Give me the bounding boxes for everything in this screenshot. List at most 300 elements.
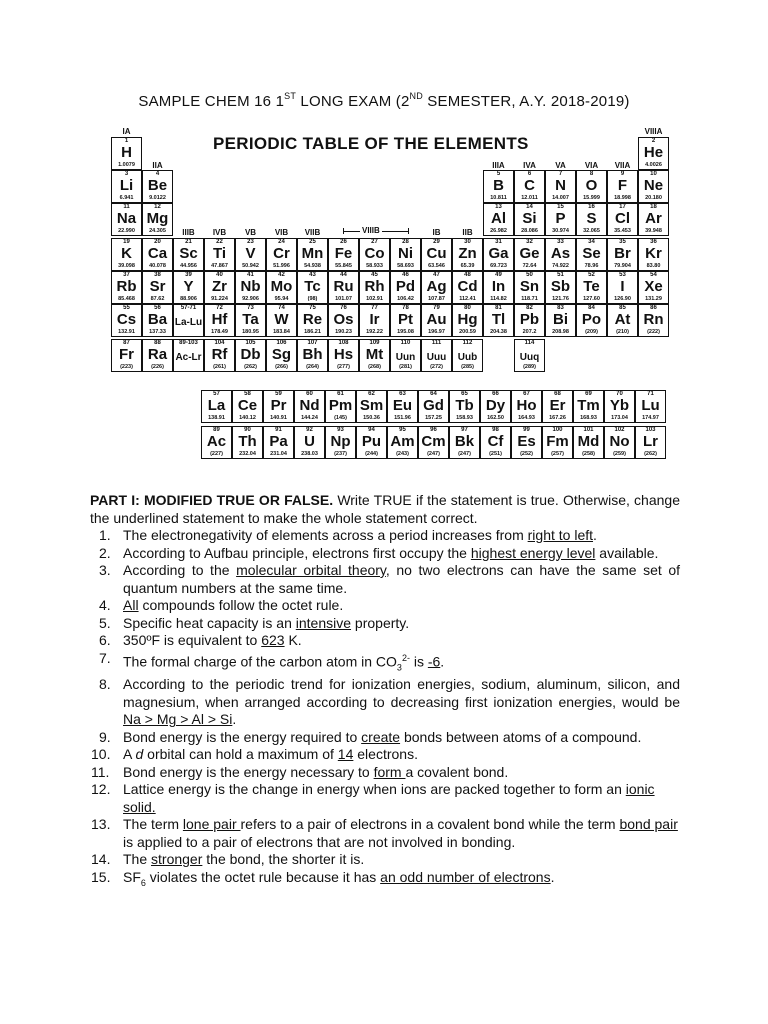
group-label: IIIA <box>492 161 505 170</box>
question-list <box>90 527 680 892</box>
atomic-number: 14 <box>526 204 533 210</box>
atomic-number: 82 <box>526 305 533 311</box>
element-cell <box>263 390 294 423</box>
element-cell <box>173 238 204 271</box>
element-symbol: Ne <box>643 177 664 194</box>
element-symbol: Pa <box>269 433 288 450</box>
question-text: . <box>232 711 237 728</box>
element-symbol: P <box>555 210 566 227</box>
atomic-mass: 85.468 <box>118 296 135 302</box>
element-cell <box>359 339 390 372</box>
element-symbol: Sc <box>179 245 198 262</box>
element-symbol: K <box>121 245 132 262</box>
underlined-phrase: All <box>123 597 139 613</box>
element-cell <box>514 339 545 372</box>
element-cell <box>449 390 480 423</box>
element-symbol: Uun <box>395 352 416 363</box>
element-cell <box>452 238 483 271</box>
element-cell <box>514 170 545 203</box>
group-label: VIIB <box>304 228 321 237</box>
element-cell <box>297 339 328 372</box>
atomic-mass: 162.50 <box>487 415 504 421</box>
underlined-phrase: an odd number of electrons <box>380 868 551 885</box>
element-symbol: Mt <box>365 346 384 363</box>
atomic-mass: (237) <box>334 451 347 457</box>
atomic-mass: 107.87 <box>428 296 445 302</box>
atomic-number: 71 <box>647 391 654 397</box>
atomic-number: 46 <box>402 272 409 278</box>
element-symbol: Bk <box>454 433 475 450</box>
atomic-mass: 174.97 <box>642 415 659 421</box>
element-symbol: Hf <box>211 311 228 328</box>
element-symbol: Os <box>333 311 354 328</box>
atomic-number: 99 <box>523 427 530 433</box>
atomic-mass: 12.011 <box>521 195 538 201</box>
atomic-number: 90 <box>244 427 251 433</box>
element-symbol: N <box>555 177 566 194</box>
element-symbol: Ar <box>645 210 662 227</box>
element-cell <box>390 304 421 337</box>
element-symbol: Yb <box>609 397 630 414</box>
element-cell <box>483 271 514 304</box>
atomic-mass: 24.305 <box>149 228 166 234</box>
element-cell <box>638 170 669 203</box>
element-symbol: Dy <box>485 397 506 414</box>
element-symbol: Rb <box>116 278 137 295</box>
question-text: electrons. <box>353 746 418 763</box>
atomic-number: 75 <box>309 305 316 311</box>
element-cell <box>607 203 638 236</box>
atomic-mass: 140.91 <box>270 415 287 421</box>
atomic-mass: 126.90 <box>614 296 631 302</box>
atomic-number: 15 <box>557 204 564 210</box>
element-symbol: No <box>609 433 630 450</box>
atomic-number: 24 <box>278 239 285 245</box>
element-cell <box>142 170 173 203</box>
atomic-number: 19 <box>123 239 130 245</box>
question-text: The electronegativity of elements across a period increases from <box>123 527 528 543</box>
underlined-phrase: -6 <box>427 653 441 670</box>
element-symbol: Au <box>426 311 447 328</box>
atomic-mass: 28.086 <box>521 228 538 234</box>
atomic-mass: 131.29 <box>645 296 662 302</box>
element-cell <box>635 426 666 459</box>
element-cell <box>173 339 204 372</box>
atomic-mass: (285) <box>461 364 474 370</box>
atomic-mass: 95.94 <box>274 296 289 302</box>
element-symbol: Pb <box>519 311 540 328</box>
element-symbol: Uuq <box>519 352 540 363</box>
underlined-phrase: highest energy level <box>470 544 596 561</box>
element-symbol: U <box>304 433 315 450</box>
atomic-mass: (223) <box>120 364 133 370</box>
element-symbol: Ru <box>333 278 354 295</box>
question-item <box>90 869 680 892</box>
atomic-number: 23 <box>247 239 254 245</box>
question-text: According to the <box>123 562 237 578</box>
question-text: is <box>409 653 428 670</box>
element-cell <box>294 390 325 423</box>
question-text: the bond, the shorter it is. <box>202 851 365 868</box>
element-cell <box>638 271 669 304</box>
question-text: 6 <box>140 877 146 888</box>
atomic-mass: (268) <box>368 364 381 370</box>
atomic-mass: 47.867 <box>211 263 228 269</box>
question-text: Specific heat capacity is an <box>123 614 296 631</box>
atomic-mass: 167.26 <box>549 415 566 421</box>
atomic-number: 39 <box>185 272 192 278</box>
element-symbol: Fr <box>119 346 134 363</box>
question-number: 4. <box>99 597 111 613</box>
atomic-number: 42 <box>278 272 285 278</box>
question-number: 10. <box>91 746 111 763</box>
atomic-mass: 26.982 <box>490 228 507 234</box>
element-cell <box>514 238 545 271</box>
atomic-number: 59 <box>275 391 282 397</box>
question-item <box>90 545 680 563</box>
atomic-mass: 22.990 <box>118 228 135 234</box>
element-symbol: Pu <box>361 433 382 450</box>
question-text: Lattice energy is the change in energy when ions are packed together to form an <box>123 781 626 798</box>
atomic-number: 26 <box>340 239 347 245</box>
atomic-mass: 208.98 <box>552 329 569 335</box>
atomic-number: 20 <box>154 239 161 245</box>
part-1-section <box>90 492 680 892</box>
atomic-number: 112 <box>462 340 473 346</box>
atomic-number: 98 <box>492 427 499 433</box>
element-symbol: Pt <box>398 311 413 328</box>
exam-title: SAMPLE CHEM 16 1ST LONG EXAM (2ND SEMESTER, A.Y. 2018-2019) <box>138 91 630 110</box>
atomic-number: 45 <box>371 272 378 278</box>
underlined-phrase: form <box>373 763 406 780</box>
element-symbol: Np <box>330 433 351 450</box>
atomic-number: 16 <box>588 204 595 210</box>
atomic-number: 57 <box>213 391 220 397</box>
element-symbol: Br <box>614 245 631 262</box>
element-cell <box>359 271 390 304</box>
atomic-number: 86 <box>650 305 657 311</box>
element-cell <box>573 426 604 459</box>
atomic-mass: 20.180 <box>645 195 662 201</box>
atomic-mass: 39.948 <box>645 228 662 234</box>
atomic-number: 92 <box>306 427 313 433</box>
atomic-mass: (259) <box>613 451 626 457</box>
underlined-phrase: create <box>361 728 401 745</box>
question-item <box>90 746 680 764</box>
element-cell <box>483 203 514 236</box>
element-cell <box>638 238 669 271</box>
element-symbol: O <box>585 177 598 194</box>
atomic-mass: 121.76 <box>552 296 569 302</box>
atomic-number: 65 <box>461 391 468 397</box>
atomic-mass: 231.04 <box>270 451 287 457</box>
atomic-mass: 114.82 <box>490 296 507 302</box>
group-label: VB <box>244 228 257 237</box>
group-label: VIIIA <box>644 127 663 136</box>
element-cell <box>604 390 635 423</box>
group-label: VIB <box>274 228 289 237</box>
atomic-mass: (227) <box>210 451 223 457</box>
element-cell <box>542 390 573 423</box>
element-cell <box>480 390 511 423</box>
element-symbol: Sn <box>519 278 540 295</box>
atomic-mass: 4.0026 <box>645 162 662 168</box>
atomic-number: 35 <box>619 239 626 245</box>
element-symbol: Y <box>183 278 194 295</box>
atomic-number: 109 <box>369 340 380 346</box>
element-cell <box>511 390 542 423</box>
element-symbol: Er <box>549 397 566 414</box>
question-text: . <box>550 868 555 885</box>
element-cell <box>638 304 669 337</box>
atomic-number: 96 <box>430 427 437 433</box>
group-label: VIIA <box>614 161 631 170</box>
element-symbol: Ta <box>242 311 259 328</box>
element-cell <box>235 339 266 372</box>
atomic-number: 67 <box>523 391 530 397</box>
atomic-mass: 35.453 <box>614 228 631 234</box>
element-cell <box>359 238 390 271</box>
atomic-mass: 180.95 <box>242 329 259 335</box>
element-symbol: Sr <box>149 278 166 295</box>
atomic-number: 103 <box>645 427 656 433</box>
periodic-table-title: PERIODIC TABLE OF THE ELEMENTS <box>213 134 529 153</box>
element-cell <box>607 271 638 304</box>
element-cell <box>356 390 387 423</box>
element-cell <box>111 137 142 170</box>
atomic-mass: (226) <box>151 364 164 370</box>
atomic-number: 81 <box>495 305 502 311</box>
element-symbol: Lu <box>641 397 660 414</box>
atomic-mass: 50.942 <box>242 263 259 269</box>
element-cell <box>266 304 297 337</box>
question-item <box>90 729 680 747</box>
element-cell <box>638 137 669 170</box>
group-label: IA <box>122 127 131 136</box>
atomic-mass: 158.93 <box>456 415 473 421</box>
element-cell <box>483 238 514 271</box>
atomic-number: 9 <box>620 171 625 177</box>
atomic-number: 18 <box>650 204 657 210</box>
element-cell <box>573 390 604 423</box>
element-symbol: Am <box>390 433 415 450</box>
element-cell <box>418 426 449 459</box>
atomic-number: 100 <box>552 427 563 433</box>
atomic-mass: (266) <box>275 364 288 370</box>
atomic-number: 72 <box>216 305 223 311</box>
element-symbol: Md <box>577 433 600 450</box>
element-cell <box>266 271 297 304</box>
element-symbol: Po <box>581 311 602 328</box>
atomic-mass: (247) <box>427 451 440 457</box>
question-text: is applied to a pair of electrons that are not involved in bonding. <box>123 833 516 850</box>
element-symbol: Gd <box>423 397 444 414</box>
element-symbol: Cs <box>116 311 137 328</box>
element-symbol: Cd <box>457 278 478 295</box>
element-cell <box>542 426 573 459</box>
element-cell <box>201 426 232 459</box>
atomic-number: 40 <box>216 272 223 278</box>
atomic-number: 89 <box>213 427 220 433</box>
atomic-mass: 164.93 <box>518 415 535 421</box>
element-symbol: Ca <box>147 245 168 262</box>
question-text: According to Aufbau principle, electrons first occupy the <box>123 544 471 561</box>
atomic-number: 94 <box>368 427 375 433</box>
element-symbol: B <box>493 177 504 194</box>
element-cell <box>173 304 204 337</box>
element-symbol: Nb <box>240 278 261 295</box>
underlined-phrase: 14 <box>337 746 354 763</box>
element-cell <box>604 426 635 459</box>
question-text: 350ºF is equivalent to <box>123 632 262 648</box>
element-symbol: Ra <box>147 346 168 363</box>
element-symbol: Tl <box>491 311 506 328</box>
element-cell <box>235 304 266 337</box>
element-cell <box>328 339 359 372</box>
element-symbol: Al <box>491 210 506 227</box>
atomic-mass: 72.64 <box>522 263 537 269</box>
question-number: 7. <box>99 649 111 666</box>
element-cell <box>297 238 328 271</box>
question-number: 12. <box>91 781 111 798</box>
element-symbol: Zn <box>458 245 477 262</box>
atomic-number: 54 <box>650 272 657 278</box>
element-cell <box>421 339 452 372</box>
underlined-phrase: right to left <box>527 527 594 543</box>
atomic-mass: 101.07 <box>335 296 352 302</box>
underlined-phrase: molecular orbital theory <box>236 562 386 578</box>
element-symbol: Sg <box>271 346 292 363</box>
question-text: . <box>593 527 597 543</box>
atomic-number: 110 <box>400 340 411 346</box>
group-label: IIIB <box>182 228 195 237</box>
element-cell <box>328 238 359 271</box>
element-cell <box>111 203 142 236</box>
atomic-number: 87 <box>123 340 130 346</box>
underlined-phrase: stronger <box>151 851 203 868</box>
group-label: IB <box>432 228 441 237</box>
atomic-mass: 74.922 <box>552 263 569 269</box>
atomic-mass: (258) <box>582 451 595 457</box>
atomic-mass: 118.71 <box>521 296 538 302</box>
question-text: K. <box>284 632 302 648</box>
atomic-mass: 138.91 <box>208 415 225 421</box>
atomic-mass: 54.938 <box>304 263 321 269</box>
atomic-number: 11 <box>123 204 130 210</box>
element-cell <box>173 271 204 304</box>
element-symbol: Eu <box>392 397 413 414</box>
atomic-mass: 9.0122 <box>149 195 166 201</box>
element-symbol: Ir <box>369 311 380 328</box>
element-cell <box>452 339 483 372</box>
element-cell <box>204 238 235 271</box>
element-cell <box>545 304 576 337</box>
element-symbol: In <box>491 278 506 295</box>
question-number: 11. <box>91 763 110 780</box>
question-item <box>90 676 680 729</box>
element-cell <box>294 426 325 459</box>
atomic-number: 61 <box>337 391 344 397</box>
element-symbol: He <box>643 144 664 161</box>
element-symbol: Sb <box>550 278 571 295</box>
atomic-number: 33 <box>557 239 564 245</box>
atomic-number: 107 <box>307 340 318 346</box>
atomic-number: 60 <box>306 391 313 397</box>
atomic-mass: 87.62 <box>150 296 165 302</box>
atomic-number: 93 <box>337 427 344 433</box>
underlined-phrase: lone pair <box>182 816 241 833</box>
atomic-mass: 69.723 <box>490 263 507 269</box>
atomic-number: 2 <box>651 138 656 144</box>
question-text: The <box>123 851 152 868</box>
underlined-phrase: Na > Mg > Al > Si <box>123 711 233 728</box>
atomic-number: 3 <box>124 171 129 177</box>
element-symbol: Db <box>240 346 261 363</box>
question-text: 3 <box>396 661 402 672</box>
element-symbol: At <box>614 311 631 328</box>
atomic-number: 80 <box>464 305 471 311</box>
atomic-number: 62 <box>368 391 375 397</box>
element-cell <box>325 426 356 459</box>
element-cell <box>232 426 263 459</box>
atomic-number: 31 <box>495 239 502 245</box>
element-cell <box>545 238 576 271</box>
element-cell <box>356 426 387 459</box>
atomic-number: 55 <box>123 305 130 311</box>
atomic-mass: 207.2 <box>522 329 537 335</box>
element-cell <box>514 271 545 304</box>
atomic-mass: (272) <box>430 364 443 370</box>
element-cell <box>266 339 297 372</box>
atomic-number: 70 <box>616 391 623 397</box>
element-symbol: Mn <box>301 245 324 262</box>
atomic-number: 64 <box>430 391 437 397</box>
element-cell <box>235 271 266 304</box>
atomic-mass: 6.941 <box>119 195 134 201</box>
element-symbol: La-Lu <box>174 317 203 328</box>
element-symbol: Zr <box>212 278 227 295</box>
atomic-mass: 58.693 <box>397 263 414 269</box>
element-symbol: Cr <box>273 245 290 262</box>
atomic-mass: 132.91 <box>118 329 135 335</box>
atomic-mass: 157.25 <box>425 415 442 421</box>
atomic-mass: 15.999 <box>583 195 600 201</box>
atomic-mass: (145) <box>334 415 347 421</box>
element-symbol: C <box>524 177 535 194</box>
element-cell <box>576 271 607 304</box>
atomic-number: 73 <box>247 305 254 311</box>
atomic-number: 76 <box>340 305 347 311</box>
element-cell <box>328 304 359 337</box>
atomic-mass: 196.97 <box>428 329 445 335</box>
question-text: , no two electrons can have the same set of quantum numbers at the same time. <box>123 562 680 596</box>
question-text: refers to a pair of electrons in a covalent bond while the term <box>240 816 620 833</box>
element-symbol: V <box>245 245 256 262</box>
atomic-mass: (244) <box>365 451 378 457</box>
element-symbol: Bi <box>553 311 568 328</box>
underlined-phrase: bond pair <box>619 816 678 833</box>
atomic-mass: 40.078 <box>149 263 166 269</box>
atomic-number: 44 <box>340 272 347 278</box>
question-number: 3. <box>99 562 111 578</box>
element-cell <box>325 390 356 423</box>
element-cell <box>297 304 328 337</box>
question-item <box>90 764 680 782</box>
question-text: orbital can hold a maximum of <box>143 746 338 763</box>
atomic-mass: 32.065 <box>583 228 600 234</box>
atomic-mass: 83.80 <box>646 263 661 269</box>
element-cell <box>111 238 142 271</box>
